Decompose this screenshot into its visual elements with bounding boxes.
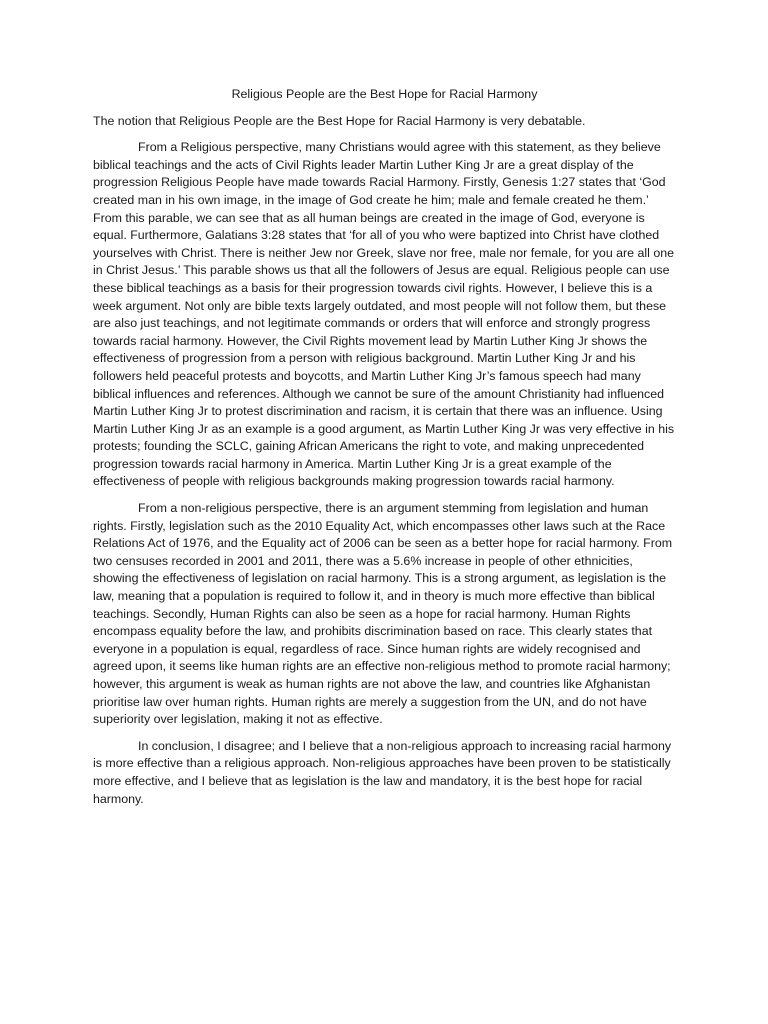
intro-paragraph: The notion that Religious People are the Best Hope for Racial Harmony is very debatable. — [93, 113, 586, 128]
body-paragraph-non-religious: From a non-religious perspective, there is an argument stemming from legislation and human rights. Firstly, legislation such as the 2010 Equality Act, which encompasses other laws such at the Race Relations Act of 1976, and the Equality act of 2006 can be seen as a better hope for racial harmony. From two censuses recorded in 2001 and 2011, there was a 5.6% increase in people of other ethnicities, showing the effectiveness of legislation on racial harmony. This is a strong argument, as legislation is the law, meaning that a population is required to follow it, and in theory is much more effective than biblical teachings. Secondly, Human Rights can also be seen as a hope for racial harmony. Human Rights encompass equality before the law, and prohibits discrimination based on race. This clearly states that everyone in a population is equal, regardless of race. Since human rights are widely recognised and agreed upon, it seems like human rights are an effective non-religious method to promote racial harmony; however, this argument is weak as human rights are not above the law, and countries like Afghanistan prioritise law over human rights. Human rights are merely a suggestion from the UN, and do not have superiority over legislation, making it not as effective. — [93, 501, 673, 727]
document-page — [93, 86, 676, 817]
body-paragraph-religious: From a Religious perspective, many Christians would agree with this statement, as they believe biblical teachings and the acts of Civil Rights leader Martin Luther King Jr are a great display of the progression Religious People have made towards Racial Harmony. Firstly, Genesis 1:27 states that ‘God created man in his own image, in the image of God create he him; male and female created he them.’ From this parable, we can see that as all human beings are created in the image of God, everyone is equal. Furthermore, Galatians 3:28 states that ‘for all of you who were baptized into Christ have clothed yourselves with Christ. There is neither Jew nor Greek, slave nor free, male nor female, for you are all one in Christ Jesus.’ This parable shows us that all the followers of Jesus are equal. Religious people can use these biblical teachings as a basis for their progression towards civil rights. However, I believe this is a week argument. Not only are bible texts largely outdated, and most people will not follow them, but these are also just teachings, and not legitimate commands or orders that will enforce and strongly progress towards racial harmony. However, the Civil Rights movement lead by Martin Luther King Jr shows the effectiveness of progression from a person with religious background. Martin Luther King Jr and his followers held peaceful protests and boycotts, and Martin Luther King Jr’s famous speech had many biblical influences and references. Although we cannot be sure of the amount Christianity had influenced Martin Luther King Jr to protest discrimination and racism, it is certain that there was an influence. Using Martin Luther King Jr as an example is a good argument, as Martin Luther King Jr was very effective in his protests; founding the SCLC, gaining African Americans the right to vote, and making unprecedented progression towards racial harmony in America. Martin Luther King Jr is a great example of the effectiveness of people with religious backgrounds making progression towards racial harmony. — [93, 140, 675, 489]
body-paragraph-conclusion: In conclusion, I disagree; and I believe that a non-religious approach to increasing racial harmony is more effective than a religious approach. Non-religious approaches have been proven to be statistically more effective, and I believe that as legislation is the law and mandatory, it is the best hope for racial harmony. — [93, 738, 672, 806]
document-title: Religious People are the Best Hope for Racial Harmony — [231, 87, 538, 101]
